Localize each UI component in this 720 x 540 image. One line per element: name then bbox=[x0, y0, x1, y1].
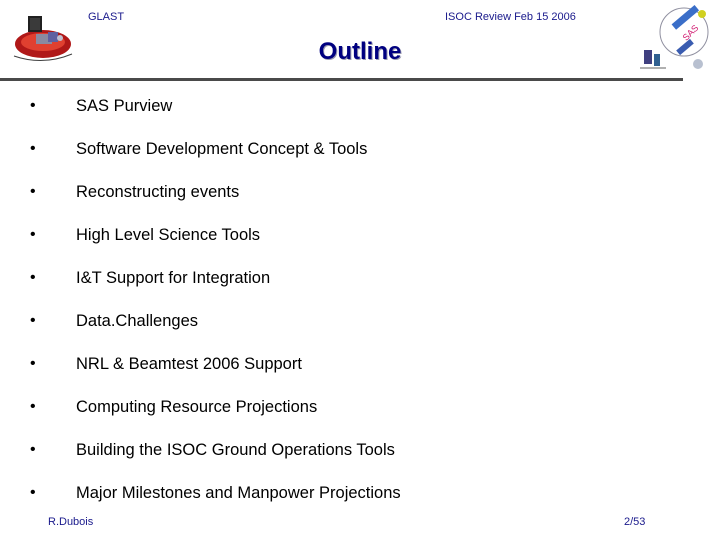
footer-page-number: 2/53 bbox=[624, 516, 646, 528]
bullet-dot: • bbox=[30, 312, 36, 329]
list-item-text: SAS Purview bbox=[76, 97, 173, 115]
bullet-dot: • bbox=[30, 269, 36, 286]
list-item bbox=[0, 397, 720, 419]
list-item bbox=[0, 440, 720, 462]
svg-text:SAS: SAS bbox=[680, 22, 701, 43]
bullet-dot: • bbox=[30, 226, 36, 243]
bullet-dot: • bbox=[30, 97, 36, 114]
list-item bbox=[0, 354, 720, 376]
header-left-label: GLAST bbox=[88, 11, 125, 23]
bullet-dot: • bbox=[30, 484, 36, 501]
list-item bbox=[0, 96, 720, 118]
bullet-dot: • bbox=[30, 183, 36, 200]
list-item-text: Data.Challenges bbox=[76, 312, 198, 330]
list-item bbox=[0, 139, 720, 161]
bullet-dot: • bbox=[30, 355, 36, 372]
list-item-text: Building the ISOC Ground Operations Tools bbox=[76, 441, 395, 459]
list-item-text: I&T Support for Integration bbox=[76, 269, 271, 287]
list-item-text: Software Development Concept & Tools bbox=[76, 140, 368, 158]
list-item bbox=[0, 268, 720, 290]
list-item-text: NRL & Beamtest 2006 Support bbox=[76, 355, 302, 373]
title-divider bbox=[0, 78, 683, 81]
header-right-label: ISOC Review Feb 15 2006 bbox=[445, 11, 576, 23]
bullet-dot: • bbox=[30, 140, 36, 157]
list-item bbox=[0, 225, 720, 247]
footer-author: R.Dubois bbox=[48, 516, 94, 528]
list-item bbox=[0, 483, 720, 505]
bullet-dot: • bbox=[30, 398, 36, 415]
bullet-dot: • bbox=[30, 441, 36, 458]
list-item bbox=[0, 182, 720, 204]
list-item-text: Reconstructing events bbox=[76, 183, 240, 201]
list-item bbox=[0, 311, 720, 333]
slide-title: Outline bbox=[318, 38, 402, 65]
list-item-text: Major Milestones and Manpower Projections bbox=[76, 484, 401, 502]
list-item-text: High Level Science Tools bbox=[76, 226, 261, 244]
list-item-text: Computing Resource Projections bbox=[76, 398, 318, 416]
